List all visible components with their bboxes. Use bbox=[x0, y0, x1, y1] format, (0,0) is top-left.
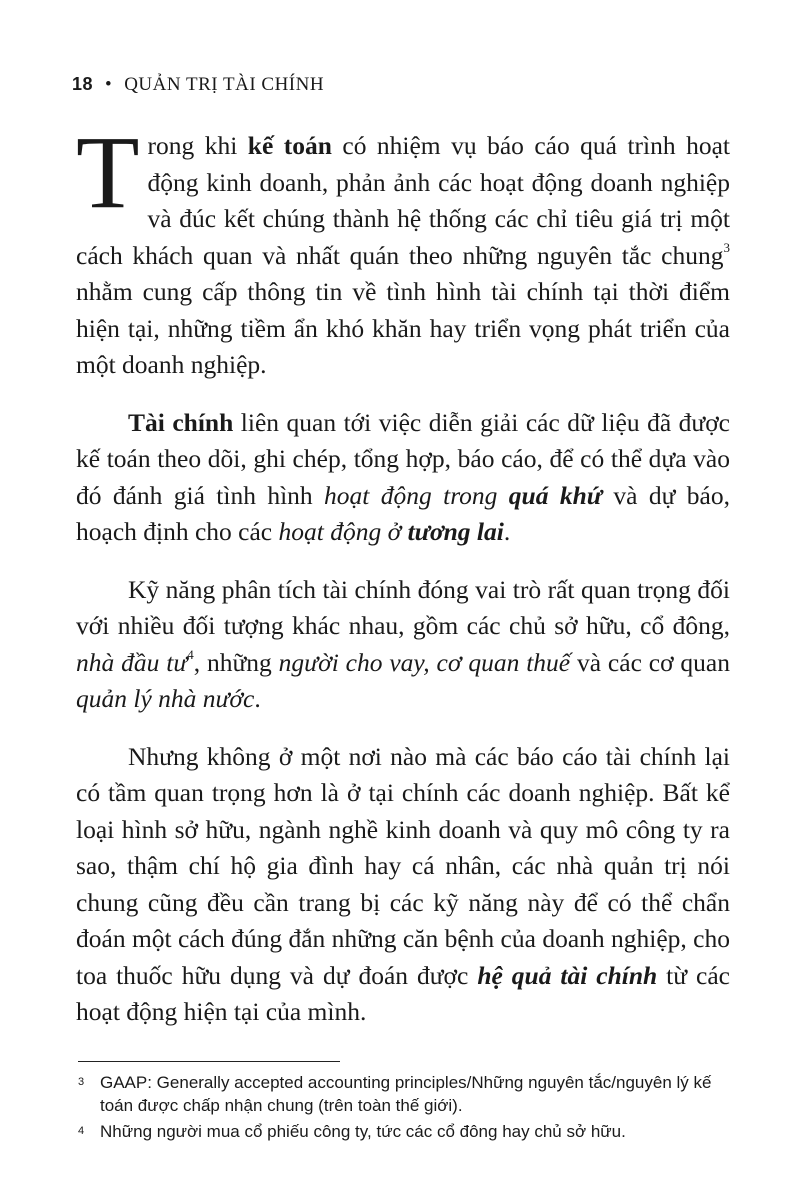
text-run: rong khi bbox=[147, 131, 248, 160]
italic-run: người cho vay, cơ quan thuế bbox=[278, 647, 571, 677]
text-run: Kỹ năng phân tích tài chính đóng vai trò rất quan trọng đối với nhiều đối tượng khác nhau, gồm các chủ sở hữu, cổ đông, bbox=[76, 574, 730, 640]
text-run: nhằm cung cấp thông tin về tình hình tài chính tại thời điểm hiện tại, những tiềm ẩn khó khăn hay triển vọng phát triển của một doanh nghiệp. bbox=[76, 277, 730, 379]
footnotes bbox=[78, 1071, 718, 1146]
footnote-rule bbox=[78, 1061, 340, 1062]
header-separator: • bbox=[105, 74, 113, 95]
text-run: và dự báo, hoạch định cho các bbox=[76, 480, 730, 546]
italic-run: nhà đầu tư bbox=[76, 647, 188, 677]
bold-italic-term: quá khứ bbox=[508, 480, 603, 510]
footnote-text: Những người mua cổ phiếu công ty, tức các cổ đông hay chủ sở hữu. bbox=[100, 1122, 626, 1141]
text-run: có nhiệm vụ báo cáo quá trình hoạt động kinh doanh, phản ảnh các hoạt động doanh nghiệp và đúc kết chúng thành hệ thống các chỉ tiêu giá trị một cách khách quan và nhất quán theo những nguyên tắc chung bbox=[76, 131, 730, 270]
paragraph-1 bbox=[76, 115, 730, 384]
footnote-4 bbox=[78, 1120, 718, 1143]
footnote-number: 4 bbox=[78, 1125, 85, 1137]
bold-italic-term: tương lai bbox=[407, 517, 504, 546]
text-run: Nhưng không ở một nơi nào mà các báo cáo tài chính lại có tầm quan trọng hơn là ở tại chính các doanh nghiệp. Bất kể loại hình sở hữu, ngành nghề kinh doanh và quy mô công ty ra sao, thậm chí hộ gia đình hay cá nhân, các nhà quản trị nói chung cũng đều cần trang bị các kỹ năng này để có thể chẩn đoán một cách đúng đắn những căn bệnh của doanh nghiệp, cho toa thuốc hữu dụng và dự đoán được bbox=[76, 741, 730, 990]
italic-run: hoạt động trong bbox=[324, 480, 509, 510]
text-run: , những bbox=[193, 647, 279, 677]
text-run: liên quan tới việc diễn giải các dữ liệu đã được kế toán theo dõi, ghi chép, tổng hợp, báo cáo, để có thể dựa vào đó đánh giá tình hình bbox=[76, 407, 731, 510]
italic-run: quản lý nhà nước bbox=[76, 684, 255, 713]
paragraph-4 bbox=[76, 739, 730, 1031]
bold-term: kế toán bbox=[247, 131, 332, 160]
paragraph-2 bbox=[76, 405, 730, 551]
book-title: QUẢN TRỊ TÀI CHÍNH bbox=[124, 74, 325, 95]
italic-run: hoạt động ở bbox=[278, 517, 408, 546]
text-run: và các cơ quan bbox=[570, 647, 730, 677]
running-header bbox=[72, 74, 324, 96]
bold-italic-term: hệ quả tài chính bbox=[477, 960, 658, 990]
page-number: 18 bbox=[72, 74, 94, 94]
bold-term: Tài chính bbox=[128, 407, 234, 437]
footnote-text: GAAP: Generally accepted accounting principles/Những nguyên tắc/nguyên lý kế toán được chấp nhận chung (trên toàn thế giới). bbox=[100, 1073, 712, 1115]
paragraph-3 bbox=[76, 572, 730, 718]
text-run: . bbox=[503, 517, 511, 546]
footnote-ref: 3 bbox=[723, 239, 730, 255]
body-text bbox=[76, 115, 731, 1052]
drop-cap: T bbox=[76, 115, 140, 230]
text-run: . bbox=[254, 684, 261, 713]
text-run: từ các hoạt động hiện tại của mình. bbox=[76, 960, 730, 1026]
footnote-number: 3 bbox=[78, 1076, 85, 1088]
footnote-3 bbox=[78, 1071, 718, 1117]
footnote-ref: 4 bbox=[187, 646, 194, 662]
